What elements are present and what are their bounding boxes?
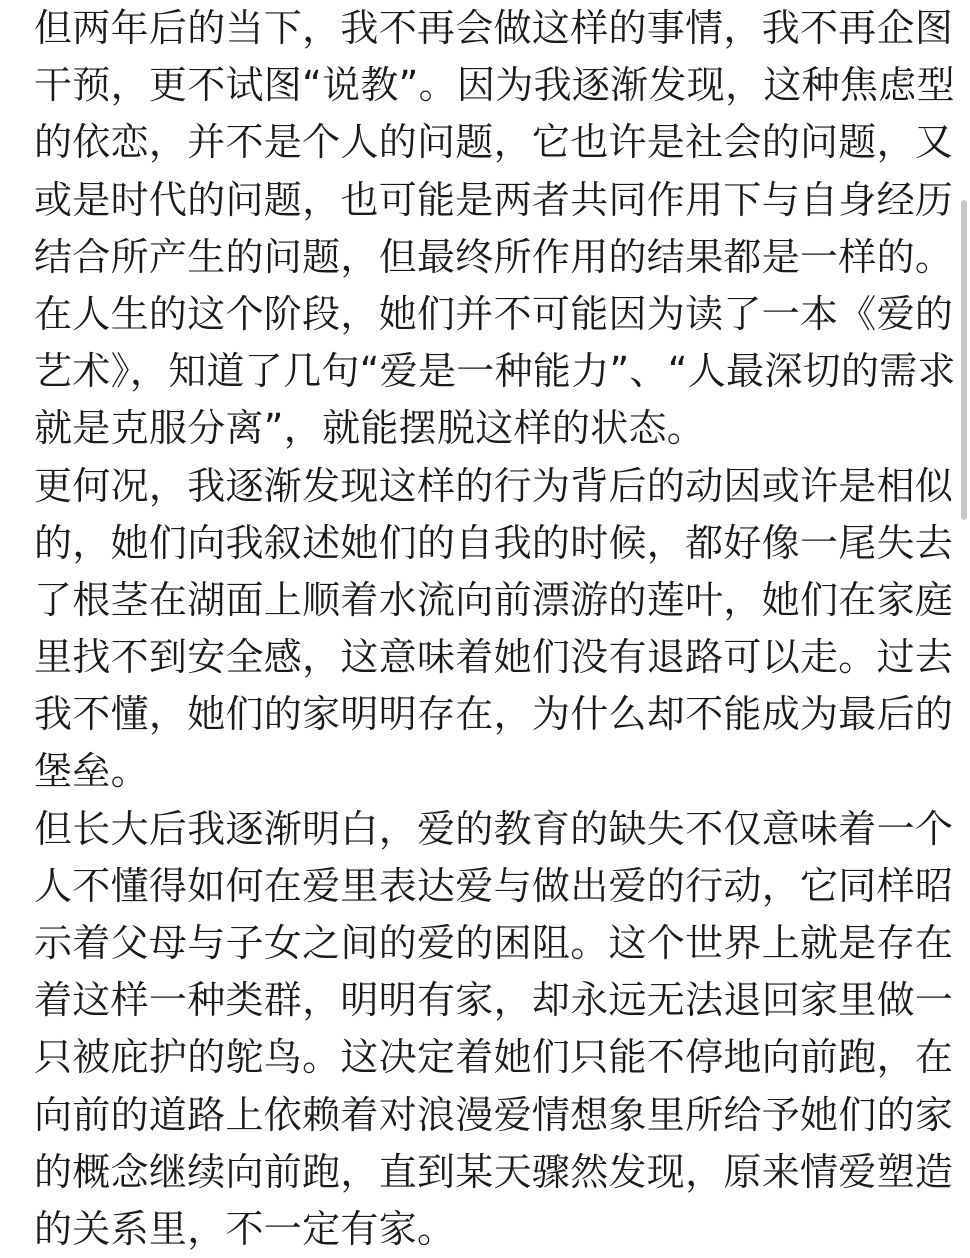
text-line: 里找不到安全感，这意味着她们没有退路可以走。过去	[34, 635, 954, 680]
text-line: 或是时代的问题，也可能是两者共同作用下与自身经历	[34, 177, 954, 222]
text-line: 堡垒。	[34, 749, 149, 794]
text-line: 了根茎在湖面上顺着水流向前漂游的莲叶，她们在家庭	[34, 577, 954, 622]
text-line: 人不懂得如何在爱里表达爱与做出爱的行动，它同样昭	[34, 863, 954, 908]
text-line: 向前的道路上依赖着对浪漫爱情想象里所给予她们的家	[34, 1092, 954, 1137]
text-line: 的关系里，不一定有家。	[34, 1206, 456, 1251]
text-line: 示着父母与子女之间的爱的困阻。这个世界上就是存在	[34, 921, 954, 965]
text-line: 我不懂，她们的家明明存在，为什么却不能成为最后的	[34, 692, 954, 737]
text-line: 的，她们向我叙述她们的自我的时候，都好像一尾失去	[34, 520, 954, 565]
vertical-scrollbar[interactable]	[961, 200, 967, 520]
text-line: 干预，更不试图“说教”。因为我逐渐发现，这种焦虑型	[34, 63, 955, 108]
text-line: 艺术》，知道了几句“爱是一种能力”、“人最深切的需求	[34, 349, 956, 394]
text-line: 更何况，我逐渐发现这样的行为背后的动因或许是相似	[34, 463, 954, 508]
text-line: 就是克服分离”，就能摆脱这样的状态。	[34, 406, 706, 451]
text-line: 但长大后我逐渐明白，爱的教育的缺失不仅意味着一个	[34, 806, 954, 851]
text-line: 在人生的这个阶段，她们并不可能因为读了一本《爱的	[34, 291, 954, 336]
text-line: 只被庇护的鸵鸟。这决定着她们只能不停地向前跑，在	[34, 1035, 954, 1080]
text-line: 结合所产生的问题，但最终所作用的结果都是一样的。	[34, 234, 954, 279]
text-line: 的依恋，并不是个人的问题，它也许是社会的问题，又	[34, 120, 954, 165]
text-line: 但两年后的当下，我不再会做这样的事情，我不再企图	[34, 6, 954, 50]
text-line: 的概念继续向前跑，直到某天骤然发现，原来情爱塑造	[34, 1149, 954, 1194]
article-text	[34, 0, 956, 1258]
text-line: 着这样一种类群，明明有家，却永远无法退回家里做一	[34, 978, 954, 1023]
